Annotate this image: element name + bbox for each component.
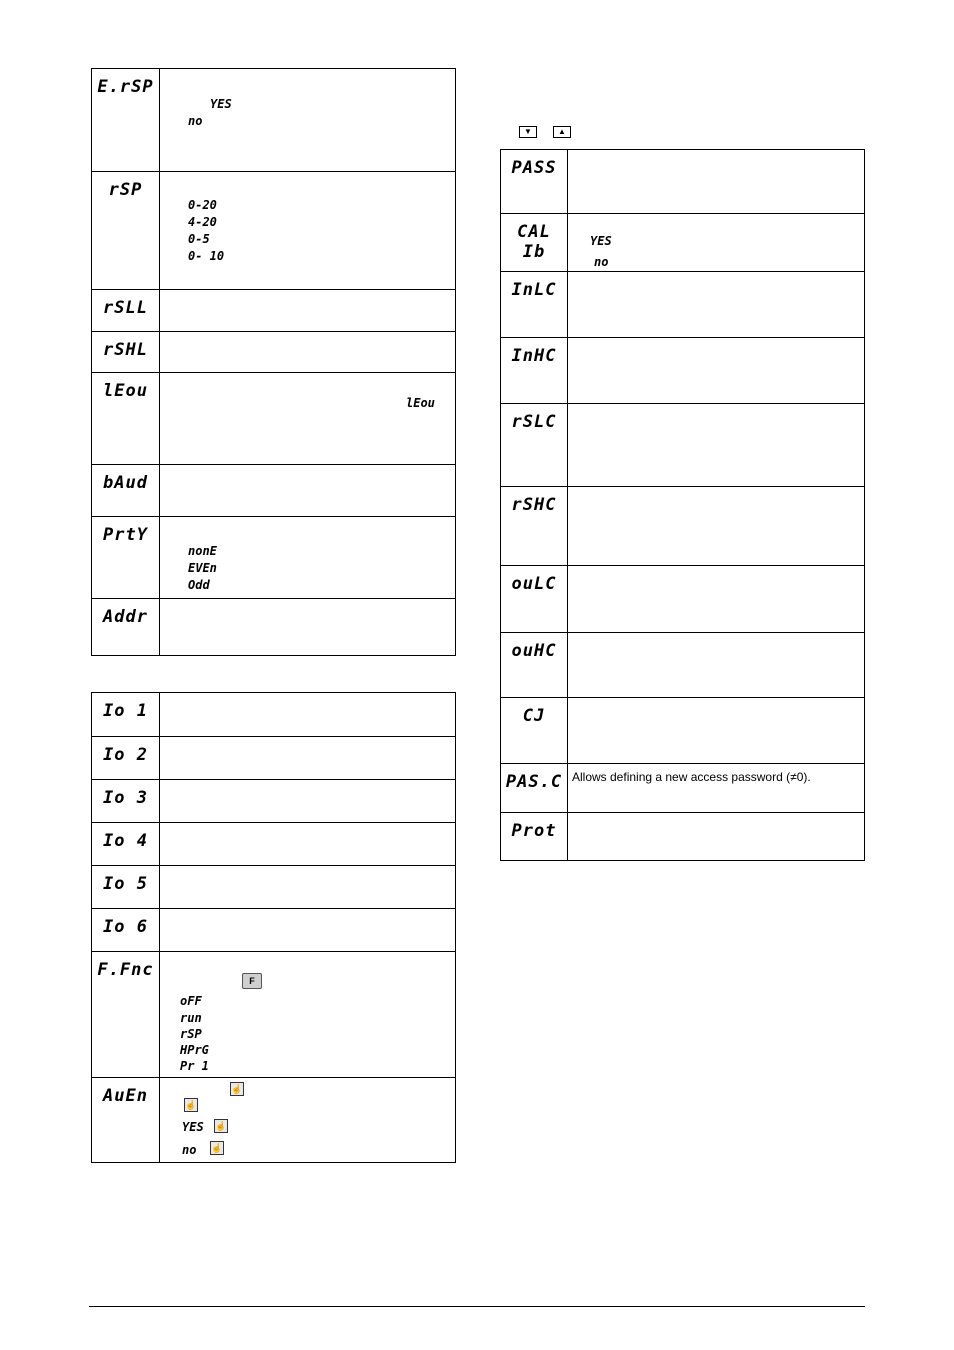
param-code: rSLL <box>92 290 160 332</box>
param-code: rSLC <box>501 404 568 487</box>
table-row <box>501 566 865 633</box>
param-description <box>568 633 865 698</box>
hand-icon: ☝ <box>231 1084 243 1094</box>
table-row <box>92 952 456 1078</box>
param-description <box>568 487 865 566</box>
table-row <box>501 214 865 272</box>
down-arrow-icon: ▼ <box>519 126 537 138</box>
param-code: Io 1 <box>92 693 160 737</box>
table-row <box>501 150 865 214</box>
param-description <box>160 172 456 290</box>
param-description <box>160 599 456 656</box>
table-row <box>92 332 456 373</box>
param-code: Io 6 <box>92 909 160 952</box>
table-row <box>92 465 456 517</box>
param-description <box>160 290 456 332</box>
parameter-table-3 <box>500 149 865 861</box>
param-code: CAL Ib <box>501 214 568 272</box>
hand-icon: ☝ <box>211 1143 223 1153</box>
table-row <box>92 517 456 599</box>
param-description <box>568 404 865 487</box>
option-value: YES <box>210 97 232 111</box>
up-arrow-icon: ▲ <box>553 126 571 138</box>
param-code: PrtY <box>92 517 160 599</box>
param-code: lEou <box>92 373 160 465</box>
option-value: 4-20 <box>188 215 217 229</box>
table-row <box>501 764 865 813</box>
option-value: YES <box>182 1120 204 1134</box>
option-value: oFF <box>180 994 202 1008</box>
param-code: Io 2 <box>92 737 160 780</box>
option-value: YES <box>590 234 612 248</box>
option-value: nonE <box>188 544 217 558</box>
param-code: InHC <box>501 338 568 404</box>
param-description <box>160 332 456 373</box>
description-text: Allows defining a new access password (≠0). <box>572 770 811 784</box>
option-value: 0- 10 <box>188 249 225 263</box>
param-description <box>160 1078 456 1163</box>
param-description <box>568 214 865 272</box>
param-code: bAud <box>92 465 160 517</box>
param-description <box>160 952 456 1078</box>
param-description <box>568 272 865 338</box>
param-code: InLC <box>501 272 568 338</box>
table-row <box>92 737 456 780</box>
table-row <box>92 693 456 737</box>
param-description <box>160 866 456 909</box>
param-code: PAS.C <box>501 764 568 813</box>
param-code: E.rSP <box>92 69 160 172</box>
param-code: Addr <box>92 599 160 656</box>
param-description <box>568 698 865 764</box>
param-code: CJ <box>501 698 568 764</box>
table-row <box>92 1078 456 1163</box>
function-key-icon: F <box>242 973 262 989</box>
option-value: run <box>180 1011 202 1025</box>
param-code: AuEn <box>92 1078 160 1163</box>
param-code: rSP <box>92 172 160 290</box>
param-code: Io 5 <box>92 866 160 909</box>
hand-icon: ☝ <box>185 1100 197 1110</box>
param-description <box>160 465 456 517</box>
table-row <box>92 866 456 909</box>
param-code: Prot <box>501 813 568 861</box>
param-description <box>160 69 456 172</box>
param-code: ouHC <box>501 633 568 698</box>
param-description <box>568 150 865 214</box>
param-description <box>568 813 865 861</box>
param-code: PASS <box>501 150 568 214</box>
table-row <box>92 69 456 172</box>
param-description <box>160 823 456 866</box>
param-code: rSHC <box>501 487 568 566</box>
table-row <box>92 909 456 952</box>
table-row <box>92 599 456 656</box>
param-description <box>568 566 865 633</box>
param-description <box>160 517 456 599</box>
footer-divider <box>89 1306 865 1307</box>
table-row <box>501 338 865 404</box>
param-description <box>568 338 865 404</box>
inline-param-code: lEou <box>406 396 435 410</box>
table-row <box>501 633 865 698</box>
option-value: EVEn <box>188 561 217 575</box>
table-row <box>92 290 456 332</box>
param-description <box>568 764 865 813</box>
param-code: rSHL <box>92 332 160 373</box>
param-code: ouLC <box>501 566 568 633</box>
param-description <box>160 737 456 780</box>
param-description <box>160 780 456 823</box>
option-value: Odd <box>188 578 210 592</box>
option-value: no <box>182 1143 197 1157</box>
option-value: no <box>188 114 203 128</box>
table-row <box>501 487 865 566</box>
option-value: HPrG <box>180 1043 209 1057</box>
table-row <box>501 404 865 487</box>
parameter-table-2 <box>91 692 456 1163</box>
table-row <box>92 373 456 465</box>
table-row <box>92 823 456 866</box>
param-description <box>160 693 456 737</box>
option-value: rSP <box>180 1027 202 1041</box>
option-value: 0-20 <box>188 198 217 212</box>
param-description <box>160 373 456 465</box>
table-row <box>501 813 865 861</box>
param-description <box>160 909 456 952</box>
option-value: 0-5 <box>188 232 210 246</box>
table-row <box>501 272 865 338</box>
option-value: Pr 1 <box>180 1059 209 1073</box>
parameter-table-1 <box>91 68 456 656</box>
param-code: Io 4 <box>92 823 160 866</box>
table-row <box>92 172 456 290</box>
table-row <box>501 698 865 764</box>
param-code: F.Fnc <box>92 952 160 1078</box>
table-row <box>92 780 456 823</box>
option-value: no <box>594 255 609 269</box>
param-code: Io 3 <box>92 780 160 823</box>
hand-icon: ☝ <box>215 1121 227 1131</box>
